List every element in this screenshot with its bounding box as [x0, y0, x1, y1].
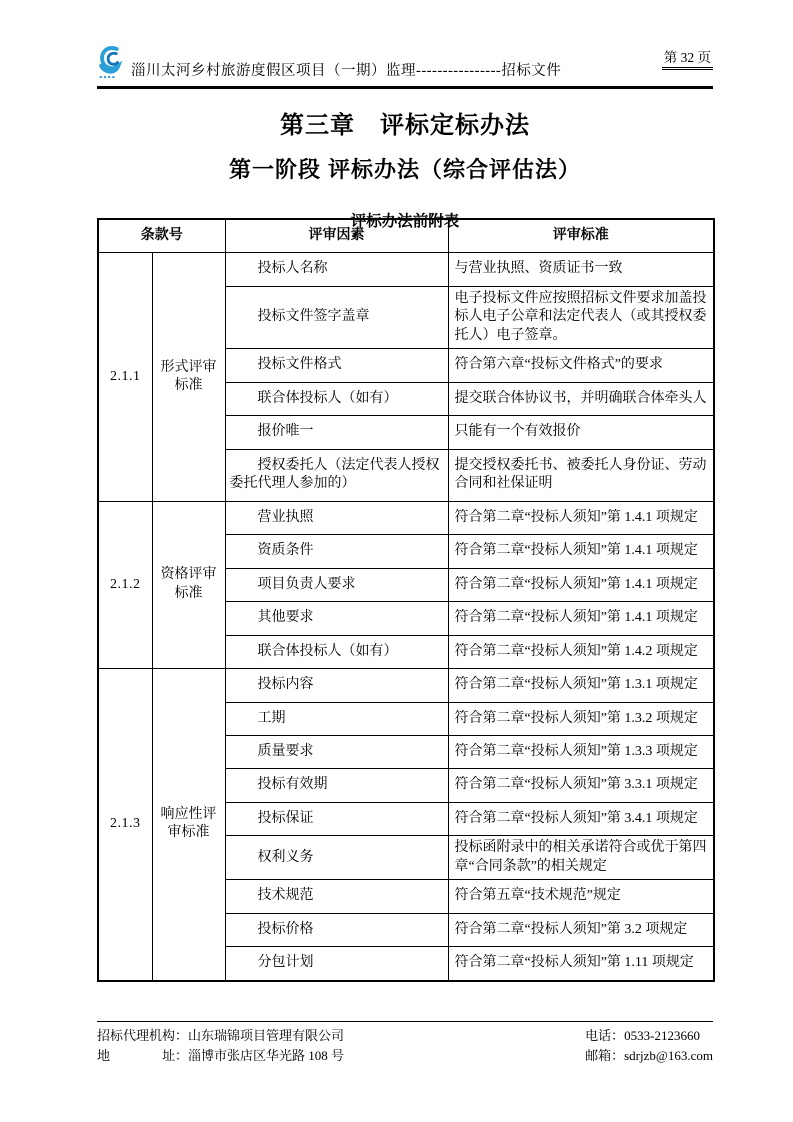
company-logo-icon [97, 44, 127, 82]
agency-value: 山东瑞锦项目管理有限公司 [188, 1028, 345, 1043]
evaluation-table-wrap [97, 218, 715, 982]
footer-address-line [97, 1046, 344, 1066]
chapter-title: 第三章 评标定标办法 [280, 112, 530, 139]
factor-cell: 联合体投标人（如有） [225, 635, 448, 668]
footer-agency-line [97, 1026, 344, 1046]
standard-cell: 符合第二章“投标人须知”第 1.11 项规定 [448, 947, 714, 981]
factor-cell: 权利义务 [225, 836, 448, 880]
factor-cell: 投标有效期 [225, 769, 448, 802]
standard-cell: 提交联合体协议书，并明确联合体牵头人 [448, 382, 714, 415]
agency-label: 招标代理机构： [97, 1028, 189, 1043]
table-row [98, 501, 714, 534]
document-title: 淄川太河乡村旅游度假区项目（一期）监理----------------招标文件 [131, 62, 562, 79]
factor-cell: 报价唯一 [225, 416, 448, 449]
standard-cell: 符合第二章“投标人须知”第 1.3.2 项规定 [448, 702, 714, 735]
factor-cell: 投标文件签字盖章 [225, 286, 448, 348]
footer-email-line [585, 1046, 713, 1066]
phone-value: 0533-2123660 [624, 1028, 700, 1043]
standard-cell: 符合第二章“投标人须知”第 3.3.1 项规定 [448, 769, 714, 802]
clause-number-cell: 2.1.1 [98, 253, 152, 501]
standard-cell: 符合第二章“投标人须知”第 1.4.1 项规定 [448, 535, 714, 568]
factor-cell: 资质条件 [225, 535, 448, 568]
standard-cell: 提交授权委托书、被委托人身份证、劳动合同和社保证明 [448, 449, 714, 501]
standard-cell: 符合第六章“投标文件格式”的要求 [448, 349, 714, 382]
category-cell: 形式评审标准 [152, 253, 225, 501]
page-number: 第 32 页 [662, 46, 713, 70]
category-cell: 响应性评审标准 [152, 669, 225, 981]
titles-block [97, 105, 713, 231]
standard-cell: 符合第二章“投标人须知”第 1.3.1 项规定 [448, 669, 714, 702]
factor-cell: 投标人名称 [225, 253, 448, 286]
clause-number-cell: 2.1.3 [98, 669, 152, 981]
factor-cell: 技术规范 [225, 880, 448, 913]
clause-number-cell: 2.1.2 [98, 501, 152, 668]
column-header-factor: 评审因素 [225, 219, 448, 253]
standard-cell: 投标函附录中的相关承诺符合或优于第四章“合同条款”的相关规定 [448, 836, 714, 880]
factor-cell: 营业执照 [225, 501, 448, 534]
footer-phone-line [585, 1026, 713, 1046]
email-label: 邮箱： [585, 1047, 625, 1063]
standard-cell: 电子投标文件应按照招标文件要求加盖投标人电子公章和法定代表人（或其授权委托人）电子签章。 [448, 286, 714, 348]
table-caption: 评标办法前附表 [350, 213, 460, 230]
standard-cell: 只能有一个有效报价 [448, 416, 714, 449]
factor-cell: 投标内容 [225, 669, 448, 702]
standard-cell: 符合第二章“投标人须知”第 1.4.1 项规定 [448, 602, 714, 635]
factor-cell: 投标保证 [225, 802, 448, 835]
page-header [97, 44, 713, 89]
factor-cell: 项目负责人要求 [225, 568, 448, 601]
category-cell: 资格评审标准 [152, 501, 225, 668]
standard-cell: 符合第二章“投标人须知”第 3.4.1 项规定 [448, 802, 714, 835]
footer-left [97, 1026, 344, 1065]
standard-cell: 符合第二章“投标人须知”第 3.2 项规定 [448, 913, 714, 946]
phone-label: 电话： [585, 1028, 625, 1043]
factor-cell: 其他要求 [225, 602, 448, 635]
page-footer [97, 1021, 713, 1065]
factor-cell: 分包计划 [225, 947, 448, 981]
footer-right [585, 1026, 713, 1065]
evaluation-table-body [98, 253, 714, 981]
address-value: 淄博市张店区华光路 108 号 [188, 1047, 345, 1063]
header-main [97, 44, 713, 82]
address-label: 地 址： [97, 1047, 189, 1063]
factor-cell: 投标文件格式 [225, 349, 448, 382]
column-header-clause: 条款号 [98, 219, 225, 253]
standard-cell: 符合第二章“投标人须知”第 1.4.1 项规定 [448, 501, 714, 534]
standard-cell: 符合第二章“投标人须知”第 1.4.1 项规定 [448, 568, 714, 601]
stage-title: 第一阶段 评标办法（综合评估法） [228, 157, 582, 182]
factor-cell: 质量要求 [225, 735, 448, 768]
standard-cell: 符合第五章“技术规范”规定 [448, 880, 714, 913]
standard-cell: 符合第二章“投标人须知”第 1.4.2 项规定 [448, 635, 714, 668]
factor-cell: 授权委托人（法定代表人授权委托代理人参加的） [225, 449, 448, 501]
standard-cell: 符合第二章“投标人须知”第 1.3.3 项规定 [448, 735, 714, 768]
table-row [98, 669, 714, 702]
table-row [98, 253, 714, 286]
standard-cell: 与营业执照、资质证书一致 [448, 253, 714, 286]
email-value: sdrjzb@163.com [624, 1047, 713, 1063]
column-header-standard: 评审标准 [448, 219, 714, 253]
table-header-row [98, 219, 714, 253]
factor-cell: 联合体投标人（如有） [225, 382, 448, 415]
evaluation-table [97, 218, 715, 982]
factor-cell: 工期 [225, 702, 448, 735]
factor-cell: 投标价格 [225, 913, 448, 946]
